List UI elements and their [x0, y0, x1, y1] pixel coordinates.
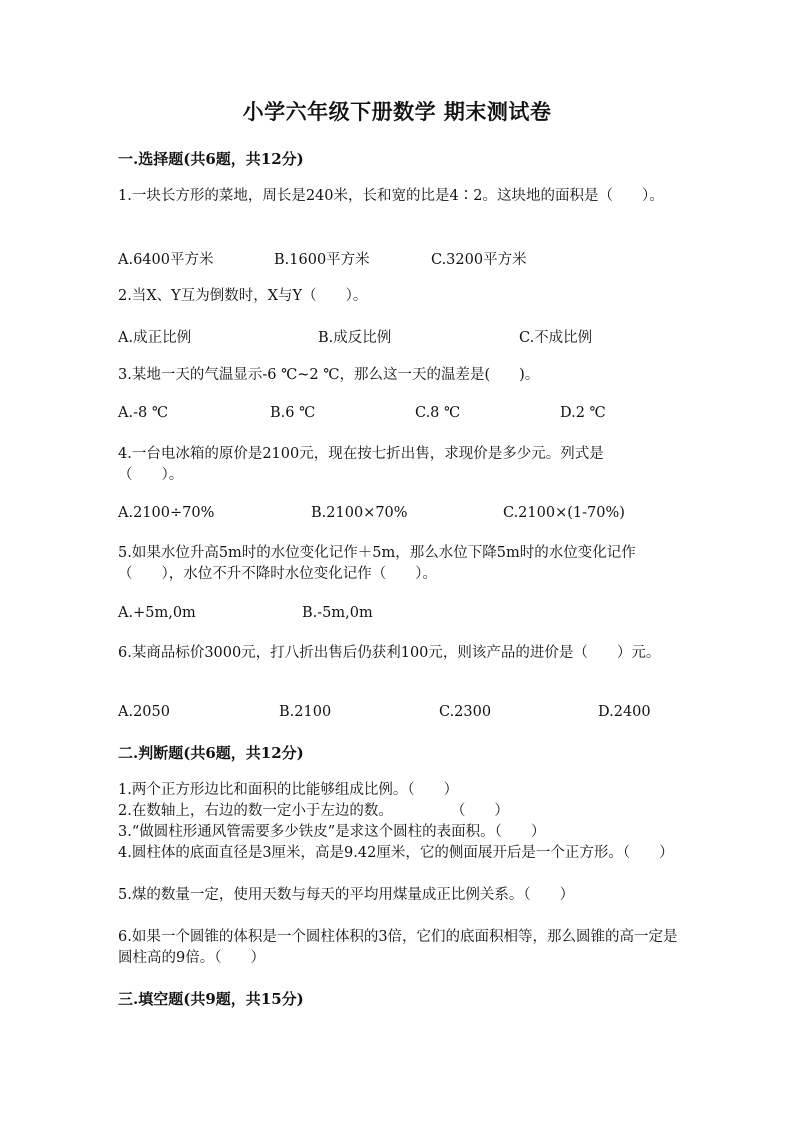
choice-4-option-a: A.2100÷70%: [118, 505, 215, 521]
choice-3-option-b: B.6 ℃: [270, 405, 316, 421]
judge-question-1: 1.两个正方形边比和面积的比能够组成比例。（ ）: [118, 782, 459, 798]
choice-2-option-b: B.成反比例: [318, 330, 392, 346]
choice-question-6: 6.某商品标价3000元，打八折出售后仍获利100元，则该产品的进价是（ ）元。: [118, 645, 661, 661]
choice-question-5: 5.如果水位升高5m时的水位变化记作＋5m，那么水位下降5m时的水位变化记作（ ），水位不升不降时水位变化记作（ ）。: [118, 545, 636, 582]
choice-4-option-b: B.2100×70%: [311, 505, 408, 521]
choice-2-option-a: A.成正比例: [118, 330, 192, 346]
choice-5-option-a: A.+5m,0m: [118, 605, 196, 621]
section-fill-heading: 三.填空题(共9题，共15分): [118, 990, 304, 1008]
judge-question-2: 2.在数轴上，右边的数一定小于左边的数。 （ ）: [118, 803, 509, 819]
choice-6-option-c: C.2300: [439, 704, 492, 720]
choice-2-option-c: C.不成比例: [519, 330, 593, 346]
judge-question-3: 3.“做圆柱形通风管需要多少铁皮”是求这个圆柱的表面积。（ ）: [118, 824, 546, 840]
choice-question-1: 1.一块长方形的菜地，周长是240米，长和宽的比是4∶2。这块地的面积是（ ）。: [118, 188, 664, 204]
section-choice-heading: 一.选择题(共6题，共12分): [118, 150, 304, 168]
choice-6-option-a: A.2050: [118, 704, 170, 720]
choice-6-option-d: D.2400: [598, 704, 651, 720]
choice-1-option-a: A.6400平方米: [118, 252, 214, 268]
choice-question-2: 2.当X、Y互为倒数时，X与Y（ ）。: [118, 288, 368, 304]
choice-question-4: 4.一台电冰箱的原价是2100元，现在按七折出售，求现价是多少元。列式是（ ）。: [118, 446, 604, 483]
choice-question-3: 3.某地一天的气温显示-6 ℃~2 ℃，那么这一天的温差是( )。: [118, 367, 540, 383]
page-title: 小学六年级下册数学 期末测试卷: [242, 99, 552, 124]
choice-3-option-c: C.8 ℃: [415, 405, 461, 421]
choice-4-option-c: C.2100×(1-70%): [503, 505, 625, 521]
judge-question-5: 5.煤的数量一定，使用天数与每天的平均用煤量成正比例关系。（ ）: [118, 887, 575, 903]
choice-6-option-b: B.2100: [279, 704, 332, 720]
choice-3-option-d: D.2 ℃: [560, 405, 606, 421]
choice-3-option-a: A.-8 ℃: [118, 405, 169, 421]
judge-question-4: 4.圆柱体的底面直径是3厘米，高是9.42厘米，它的侧面展开后是一个正方形。（ ）: [118, 845, 674, 861]
section-judge-heading: 二.判断题(共6题，共12分): [118, 744, 304, 762]
choice-5-option-b: B.-5m,0m: [302, 605, 373, 621]
choice-1-option-b: B.1600平方米: [274, 252, 370, 268]
choice-1-option-c: C.3200平方米: [431, 252, 527, 268]
judge-question-6: 6.如果一个圆锥的体积是一个圆柱体积的3倍，它们的底面积相等，那么圆锥的高一定是圆柱高的9倍。（ ）: [118, 929, 678, 966]
